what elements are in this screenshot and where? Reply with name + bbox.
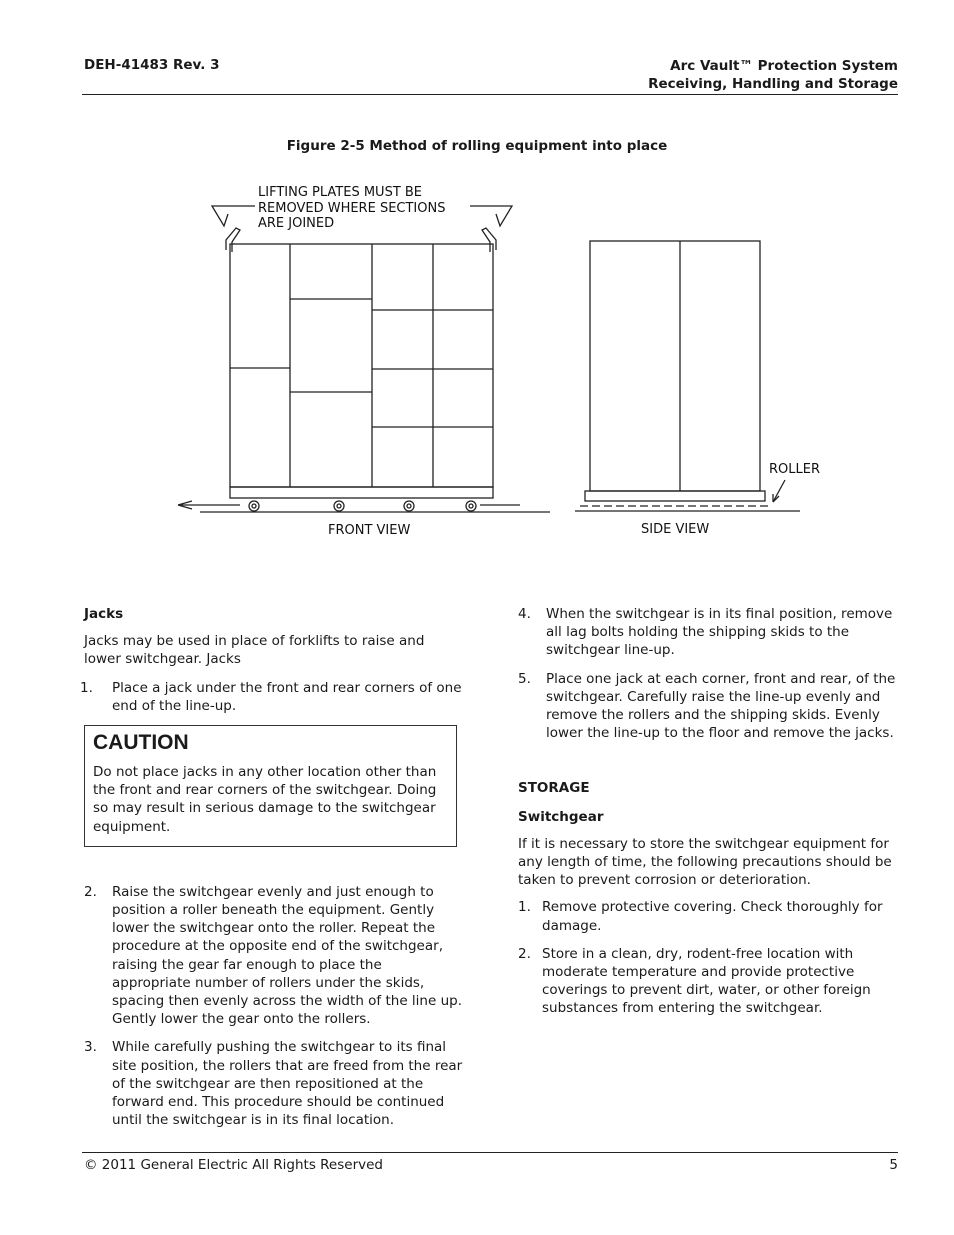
jacks-heading: Jacks bbox=[84, 606, 124, 622]
rolling-diagram bbox=[140, 168, 840, 568]
storage-step-2 bbox=[518, 945, 900, 1018]
front-roller bbox=[249, 501, 259, 511]
page-number: 5 bbox=[889, 1157, 898, 1173]
storage-intro: If it is necessary to store the switchgear equipment for any length of time, the following precautions should be taken to prevent corrosion or deterioration. bbox=[518, 835, 892, 889]
lifting-plate-right bbox=[482, 228, 496, 252]
jacks-step-1-text: Place a jack under the front and rear corners of one end of the line-up. bbox=[112, 679, 462, 714]
storage-step-2-number: 2. bbox=[518, 945, 531, 962]
front-roller bbox=[404, 501, 414, 511]
document-id: DEH-41483 Rev. 3 bbox=[84, 57, 220, 73]
jacks-step-5-number: 5. bbox=[518, 670, 531, 687]
copyright: © 2011 General Electric All Rights Reserved bbox=[84, 1157, 383, 1173]
jacks-step-1-number: 1. bbox=[80, 679, 93, 696]
roller-leader bbox=[773, 480, 785, 502]
right-column bbox=[518, 605, 900, 1018]
lifting-plates-label-line2: REMOVED WHERE SECTIONS bbox=[258, 201, 446, 216]
jacks-step-5 bbox=[518, 670, 900, 743]
side-skid bbox=[585, 491, 765, 501]
caution-box bbox=[84, 725, 457, 847]
jacks-step-2 bbox=[84, 883, 464, 1029]
jacks-step-2-number: 2. bbox=[84, 883, 97, 900]
figure-rolling-equipment bbox=[140, 168, 840, 568]
storage-step-2-text: Store in a clean, dry, rodent-free location with moderate temperature and provide protective coverings to prevent dirt, water, or other foreign substances from entering the switchgear. bbox=[542, 945, 871, 1017]
caution-text: Do not place jacks in any other location other than the front and rear corners of the switchgear. Doing so may result in serious damage to the switchgear equipment. bbox=[93, 764, 437, 835]
front-roller bbox=[334, 501, 344, 511]
jacks-step-1 bbox=[80, 679, 464, 715]
jacks-step-5-text: Place one jack at each corner, front and rear, of the switchgear. Carefully raise the line-up evenly and remove the rollers and the shipping skids. Evenly lower the line-up to the floor and remove the jacks. bbox=[546, 670, 896, 742]
lifting-plates-label-line1: LIFTING PLATES MUST BE bbox=[258, 185, 423, 200]
storage-step-1-number: 1. bbox=[518, 899, 531, 916]
switchgear-subheading: Switchgear bbox=[518, 808, 604, 825]
lifting-plate-left bbox=[226, 228, 240, 252]
caution-title: CAUTION bbox=[93, 731, 189, 755]
jacks-step-4-text: When the switchgear is in its final position, remove all lag bolts holding the shipping skids to the switchgear line-up. bbox=[546, 606, 893, 659]
front-roller bbox=[466, 501, 476, 511]
front-view-label: FRONT VIEW bbox=[328, 523, 411, 538]
front-skid bbox=[230, 487, 493, 498]
figure-caption: Figure 2-5 Method of rolling equipment into place bbox=[286, 138, 668, 154]
side-cabinet-outline bbox=[590, 241, 760, 491]
front-cabinet-outline bbox=[230, 244, 493, 487]
jacks-step-3 bbox=[84, 1038, 464, 1129]
roller-label: ROLLER bbox=[769, 462, 820, 477]
storage-step-1-text: Remove protective covering. Check thoroughly for damage. bbox=[542, 899, 883, 934]
jacks-step-4-number: 4. bbox=[518, 606, 531, 622]
footer-rule bbox=[82, 1152, 898, 1153]
lifting-plates-label-line3: ARE JOINED bbox=[258, 216, 335, 231]
document-title-line1: Arc Vault™ Protection System bbox=[670, 58, 898, 74]
jacks-step-3-number: 3. bbox=[84, 1039, 97, 1056]
side-view-label: SIDE VIEW bbox=[641, 522, 710, 537]
storage-step-1 bbox=[518, 898, 900, 934]
jacks-intro: Jacks may be used in place of forklifts to raise and lower switchgear. Jacks bbox=[84, 633, 425, 668]
document-title bbox=[648, 57, 898, 93]
header-rule bbox=[82, 94, 898, 95]
document-title-line2: Receiving, Handling and Storage bbox=[648, 76, 898, 92]
jacks-step-3-text: While carefully pushing the switchgear to its final site position, the rollers that are freed from the rear of the switchgear are then repositioned at the forward end. This procedure should be continued until the switchgear is in its final location. bbox=[112, 1039, 463, 1129]
storage-heading: STORAGE bbox=[518, 780, 590, 797]
jacks-step-4 bbox=[518, 605, 900, 660]
jacks-step-2-text: Raise the switchgear evenly and just enough to position a roller beneath the equipment. Gently lower the switchgear onto the roller. Repeat the procedure at the opposite end of the switchgear, raising the gear far enough to place the appropriate number of rollers under the skids, spacing then evenly across the width of the line up. Gently lower the gear onto the rollers. bbox=[112, 883, 462, 1028]
left-column bbox=[80, 605, 464, 1129]
